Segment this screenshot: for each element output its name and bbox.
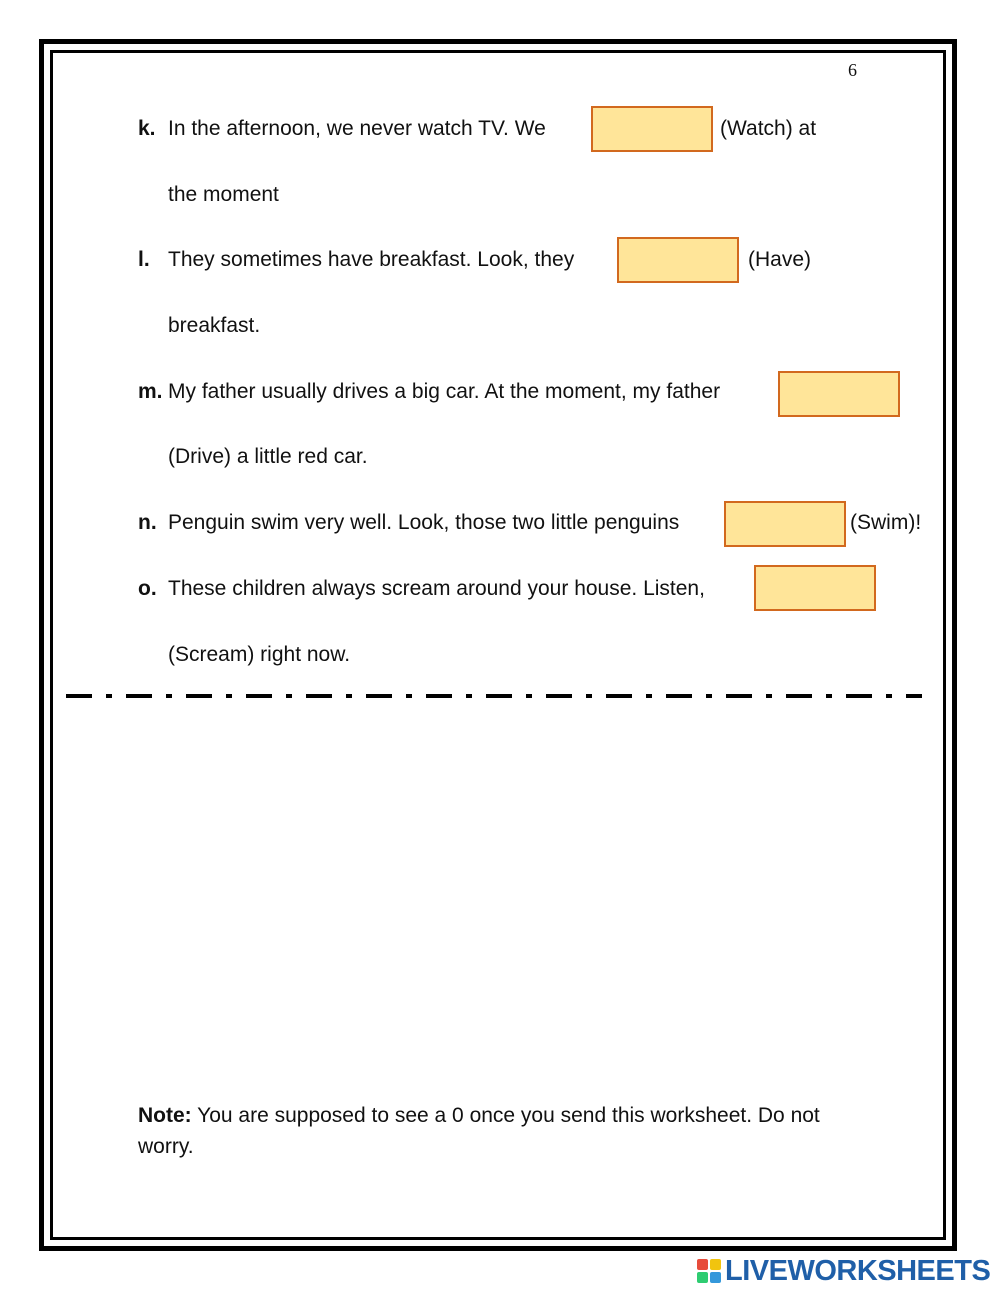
dash-dot-divider [0, 690, 1000, 702]
exercise-text: These children always scream around your house. Listen, [168, 577, 705, 600]
answer-input-o[interactable] [754, 565, 876, 611]
note-label: Note: [138, 1104, 192, 1127]
logo-square [697, 1259, 708, 1270]
liveworksheets-logo-icon [697, 1259, 721, 1283]
exercise-continuation: breakfast. [168, 314, 261, 337]
exercise-continuation: (Scream) right now. [168, 643, 351, 666]
exercise-label: m. [138, 380, 163, 403]
exercise-verb-hint: (Watch) at [720, 117, 817, 140]
answer-input-k[interactable] [591, 106, 713, 152]
answer-input-l[interactable] [617, 237, 739, 283]
exercise-verb-hint: (Swim)! [850, 511, 922, 534]
note-paragraph [138, 1100, 858, 1162]
liveworksheets-logo [697, 1256, 990, 1286]
exercise-text: Penguin swim very well. Look, those two little penguins [168, 511, 680, 534]
note-text: You are supposed to see a 0 once you send this worksheet. Do not worry. [138, 1104, 820, 1158]
logo-square [697, 1272, 708, 1283]
exercise-text: They sometimes have breakfast. Look, they [168, 248, 575, 271]
exercise-label: l. [138, 248, 150, 271]
answer-input-m[interactable] [778, 371, 900, 417]
exercise-label: o. [138, 577, 157, 600]
answer-input-n[interactable] [724, 501, 846, 547]
exercise-text: My father usually drives a big car. At the moment, my father [168, 380, 721, 403]
exercise-continuation: (Drive) a little red car. [168, 445, 368, 468]
exercise-continuation: the moment [168, 183, 279, 206]
exercise-text: In the afternoon, we never watch TV. We [168, 117, 546, 140]
page-number: 6 [848, 60, 857, 80]
logo-square [710, 1272, 721, 1283]
exercise-label: k. [138, 117, 156, 140]
exercise-label: n. [138, 511, 157, 534]
logo-square [710, 1259, 721, 1270]
logo-text: LIVEWORKSHEETS [725, 1254, 991, 1287]
exercise-verb-hint: (Have) [748, 248, 812, 271]
